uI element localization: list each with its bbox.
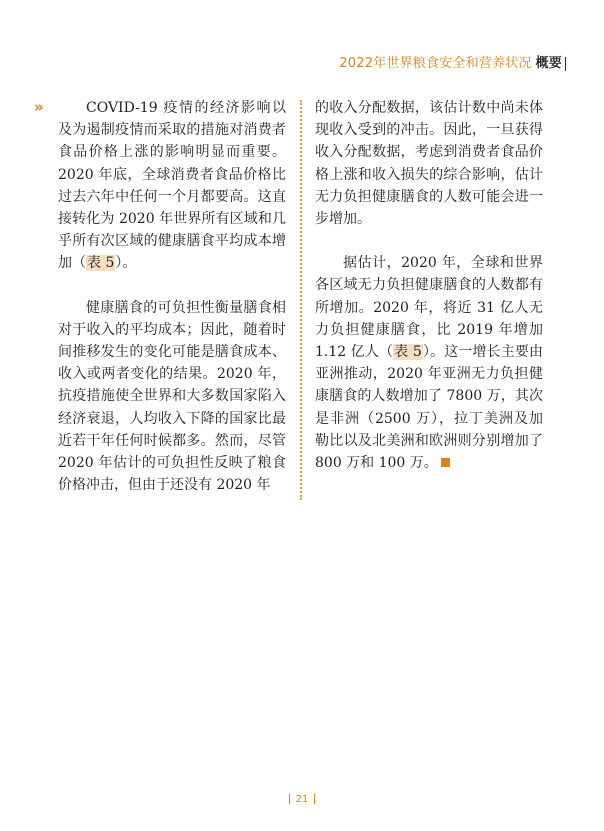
- end-mark-icon: [441, 458, 450, 467]
- page-number: 21: [295, 794, 309, 805]
- paragraph: 据估计，2020 年，全球和世界各区域无力负担健康膳食的人数都有所增加。2020 年，将近 31 亿人无力负担健康膳食，比 2019 年增加 1.12 亿人（表 5）。这一增长主要由亚洲推动，2020 年亚洲无力负担健康膳食的人数增加了 7800 万，其次是非洲（2500 万），拉丁美洲及加勒比以及北美洲和欧洲则分别增加了 800 万和 100 万。: [315, 255, 544, 472]
- header-section: 概要: [535, 56, 562, 71]
- header-rule: [565, 57, 566, 71]
- running-header: [339, 52, 566, 71]
- column-divider: [300, 100, 302, 500]
- table-reference-link[interactable]: 表 5: [394, 344, 422, 361]
- right-column: [315, 97, 543, 474]
- chevron-right-icon: »: [34, 98, 44, 116]
- paragraph: 健康膳食的可负担性衡量膳食相对于收入的平均成本；因此，随着时间推移发生的变化可能是膳食成本、收入或两者变化的结果。2020 年，抗疫措施使全世界和大多数国家陷入经济衰退，人均收入下降的国家比最近若干年任何时候都多。然而，尽管 2020 年估计的可负担性反映了粮食价格冲击，但由于还没有 2020 年: [58, 299, 286, 494]
- left-column: [58, 97, 286, 496]
- table-reference-link[interactable]: 表 5: [87, 255, 115, 272]
- footer-bar-left: [289, 794, 290, 804]
- header-title: 2022年世界粮食安全和营养状况: [339, 56, 532, 71]
- paragraph: COVID-19 疫情的经济影响以及为遏制疫情而采取的措施对消费者食品价格上涨的影响明显而重要。2020 年底，全球消费者食品价格比过去六年中任何一个月都要高。这直接转化为 2020 年世界所有区域和几乎所有次区域的健康膳食平均成本增加（表 5）。: [58, 100, 286, 272]
- footer-bar-right: [314, 794, 315, 804]
- page-footer: [0, 794, 604, 805]
- paragraph-continued: 的收入分配数据，该估计数中尚未体现收入受到的冲击。因此，一旦获得收入分配数据，考虑到消费者食品价格上涨和收入损失的综合影响，估计无力负担健康膳食的人数可能会进一步增加。: [315, 100, 543, 228]
